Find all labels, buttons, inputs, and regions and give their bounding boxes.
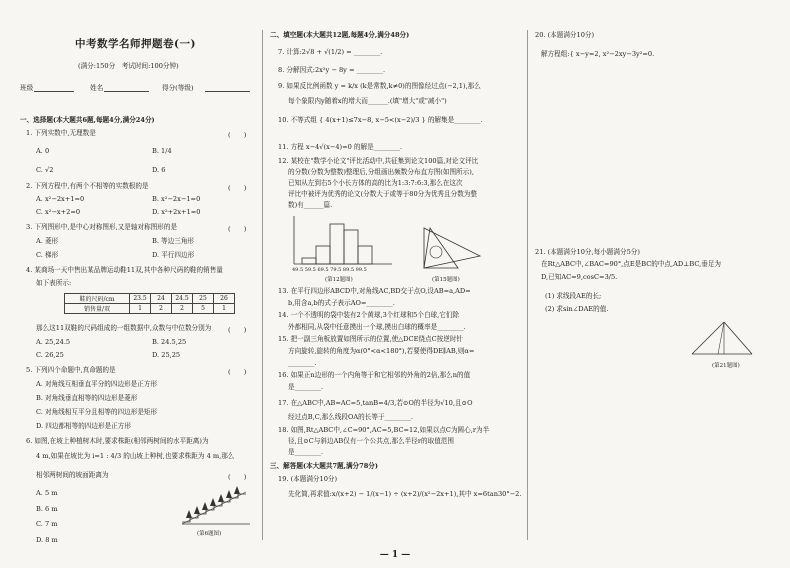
q19-header: 19. (本题满分10分)	[278, 475, 338, 483]
table-cell: 鞋的尺码/cm	[65, 294, 130, 304]
q21-figure-caption: (第21题图)	[712, 363, 740, 369]
q6-stem-2: 4 m,如果在坡比为 i=1 : 4/3 的山坡上种树,也要求株距为 4 m,那么	[36, 452, 235, 460]
q11-text: 11. 方程 x−4√(x−4)=0 的解是________.	[278, 143, 403, 151]
q14-text-1: 14. 一个不透明的袋中装有2个黄球,3个红球和5个白球,它们除	[278, 311, 460, 319]
q4-option-a[interactable]: A. 25,24.5	[36, 338, 71, 346]
q16-text-1: 16. 如果正n边形的一个内角等于和它相邻的外角的2倍,那么n的值	[278, 371, 471, 379]
q6-figure-caption: (第6题图)	[197, 531, 222, 537]
q13-text-1: 13. 在平行四边形ABCD中,对角线AC,BD交于点O,设AB=a,AD=	[278, 287, 471, 295]
q6-option-d[interactable]: D. 8 m	[36, 536, 58, 544]
triangle-set-square-figure	[420, 222, 490, 272]
q12-text-5: 数)有______篇.	[288, 201, 333, 209]
q6-stem-3: 相邻两树间的坡面距离为	[36, 471, 109, 479]
class-field-label: 班级	[20, 84, 34, 92]
q21-part-1: (1) 求线段AE的长;	[545, 292, 602, 300]
q5-option-d[interactable]: D. 四边都相等的四边形是正方形	[36, 422, 131, 430]
exam-title: 中考数学名师押题卷(一)	[75, 38, 196, 50]
q1-option-d[interactable]: D. 6	[152, 166, 166, 174]
q3-stem: 3. 下列图形中,是中心对称图形,又是轴对称图形的是	[26, 223, 178, 231]
table-cell: 26	[214, 294, 235, 304]
q1-option-a[interactable]: A. 0	[36, 147, 50, 155]
q5-option-b[interactable]: B. 对角线垂直相等的四边形是菱形	[36, 394, 138, 402]
q4-stem-3: 那么这11双鞋的尺码组成的一组数据中,众数与中位数分别为	[36, 324, 212, 332]
q9-text-1: 9. 如果反比例函数 y = k/x (k是常数,k≠0)的图像经过点(−2,1),那么	[278, 82, 481, 90]
q12-text-1: 12. 某校在"数学小论文"评比活动中,共征集到论文100篇,对论文评比	[278, 157, 479, 165]
section1-header: 一、选择题(本大题共6题,每题4分,满分24分)	[20, 116, 155, 124]
q4-option-c[interactable]: C. 26,25	[36, 351, 64, 359]
q15-text-3: ________.	[288, 359, 317, 367]
q3-option-c[interactable]: C. 梯形	[36, 251, 59, 259]
q1-answer-paren[interactable]: ( )	[228, 131, 247, 139]
q1-stem: 1. 下列实数中,无理数是	[26, 129, 96, 137]
score-field-label: 得分(等级)	[162, 84, 194, 92]
table-cell: 2	[151, 304, 172, 314]
q4-stem-1: 4. 某商场一天中售出某品牌运动鞋11双,其中各种尺码的鞋的销售量	[26, 266, 223, 274]
q3-option-b[interactable]: B. 等边三角形	[152, 237, 195, 245]
q6-option-b[interactable]: B. 6 m	[36, 505, 58, 513]
q21-part-2: (2) 求sin∠DAE的值.	[545, 305, 609, 313]
q4-stem-2: 如下表所示:	[36, 279, 72, 287]
q15-text-1: 15. 把一副三角板放置如图所示的位置,使△DCE绕点C按逆时针	[278, 335, 464, 343]
q2-stem: 2. 下列方程中,有两个不相等的实数根的是	[26, 182, 149, 190]
q3-option-a[interactable]: A. 菱形	[36, 237, 59, 245]
column-divider-left	[262, 30, 263, 540]
shoe-size-table	[64, 293, 235, 314]
q6-option-a[interactable]: A. 5 m	[36, 489, 58, 497]
q6-answer-paren[interactable]: ( )	[228, 473, 247, 481]
q16-text-2: 是________.	[288, 383, 324, 391]
exam-info: (满分:150分 考试时间:100分钟)	[78, 62, 179, 70]
table-cell: 24.5	[172, 294, 193, 304]
q7-text: 7. 计算:2√8 + √(1/2) = ________.	[278, 48, 383, 56]
q4-answer-paren[interactable]: ( )	[228, 326, 247, 334]
q6-stem-1: 6. 如图,在坡上种植树木时,要求株距(相邻两树间的水平距离)为	[26, 437, 209, 445]
q3-answer-paren[interactable]: ( )	[228, 225, 247, 233]
section3-header: 三、解答题(本大题共7题,满分78分)	[270, 462, 379, 470]
q17-text-2: 经过点B,C,那么线段OA的长等于________.	[288, 413, 414, 421]
q14-text-2: 外都相同,从袋中任意摸出一个球,摸出白球的概率是________.	[288, 323, 466, 331]
table-cell: 1	[130, 304, 151, 314]
slope-trees-figure	[180, 488, 255, 528]
q21-text-2: D,已知AC=9,cosC=3/5.	[541, 273, 618, 281]
table-cell: 25	[193, 294, 214, 304]
table-cell: 5	[193, 304, 214, 314]
q19-text: 先化简,再求值:x/(x+2) − 1/(x−1) ÷ (x+2)/(x²−2x+1),其中 x=6tan30°−2.	[288, 490, 522, 498]
q3-option-d[interactable]: D. 平行四边形	[152, 251, 195, 259]
name-field-label: 姓名	[90, 84, 104, 92]
section2-header: 二、填空题(本大题共12题,每题4分,满分48分)	[270, 31, 410, 39]
q12-text-4: 评比中被评为优秀的论文(分数大于或等于80分为优秀且分数为整	[288, 190, 477, 198]
q4-option-d[interactable]: D. 25,25	[152, 351, 181, 359]
q5-stem: 5. 下列四个命题中,真命题的是	[26, 366, 116, 374]
q2-option-a[interactable]: A. x²−2x+1=0	[36, 195, 85, 203]
table-cell: 1	[214, 304, 235, 314]
q1-option-b[interactable]: B. 1/4	[152, 147, 172, 155]
q21-header: 21. (本题满分10分,每小题满分5分)	[535, 248, 640, 256]
q13-text-2: b,用含a,b的式子表示AO=________.	[288, 299, 395, 307]
q12-text-3: 已知从左到右5个小长方体的高的比为1:3:7:6:3,那么在这次	[288, 179, 463, 187]
q18-text-2: 径,且⊙C与斜边AB仅有一个公共点,那么半径r的取值范围	[288, 437, 454, 445]
q2-option-c[interactable]: C. x²−x+2=0	[36, 208, 81, 216]
table-cell: 24	[151, 294, 172, 304]
q5-answer-paren[interactable]: ( )	[228, 368, 247, 376]
column-divider-right	[527, 30, 528, 540]
q15-text-2: 方向旋转,旋转的角度为α(0°<α<180°),若要使得DE∥AB,则α=	[288, 347, 475, 355]
page-number: — 1 —	[379, 550, 411, 560]
q2-answer-paren[interactable]: ( )	[228, 184, 247, 192]
right-triangle-figure	[688, 318, 758, 360]
q18-text-1: 18. 如图,Rt△ABC中,∠C=90°,AC=5,BC=12,如果以点C为圆心,r为半	[278, 426, 490, 434]
q10-text: 10. 不等式组 { 4(x+1)≤7x−8, x−5<(x−2)/3 } 的解集是________.	[278, 116, 483, 124]
name-field-line[interactable]	[104, 91, 149, 92]
q1-option-c[interactable]: C. √2	[36, 166, 54, 174]
table-row	[65, 304, 235, 314]
q6-option-c[interactable]: C. 7 m	[36, 520, 58, 528]
table-cell: 2	[172, 304, 193, 314]
q9-text-2: 每个象限内y随着x的增大而______.(填"增大"或"减小")	[288, 97, 447, 105]
q2-option-b[interactable]: B. x²−2x−1=0	[152, 195, 201, 203]
q5-option-a[interactable]: A. 对角线互相垂直平分的四边形是正方形	[36, 380, 158, 388]
histogram-figure	[288, 214, 398, 270]
score-field-line[interactable]	[205, 91, 250, 92]
table-cell: 销售量/双	[65, 304, 130, 314]
q4-option-b[interactable]: B. 24.5,25	[152, 338, 187, 346]
q21-text-1: 在Rt△ABC中,∠BAC=90°,点E是BC的中点,AD⊥BC,垂足为	[541, 260, 722, 268]
q20-text: 解方程组:{ x−y=2, x²−2xy−3y²=0.	[541, 50, 655, 58]
q2-option-d[interactable]: D. x²+2x+1=0	[152, 208, 201, 216]
histogram-x-ticks: 49.5 59.5 69.5 79.5 89.5 99.5	[292, 267, 367, 273]
q5-option-c[interactable]: C. 对角线相互平分且相等的四边形是矩形	[36, 408, 158, 416]
q17-text-1: 17. 在△ABC中,AB=AC=5,tanB=4/3,若⊙O的半径为√10,且⊙O	[278, 399, 473, 407]
q18-text-3: 是________.	[288, 448, 324, 456]
histogram-caption: (第12题图)	[325, 277, 353, 283]
q15-figure-caption: (第15题图)	[432, 277, 460, 283]
table-row	[65, 294, 235, 304]
q20-header: 20. (本题满分10分)	[535, 31, 595, 39]
q8-text: 8. 分解因式:2x²y − 8y = ________.	[278, 66, 386, 74]
class-field-line[interactable]	[34, 91, 74, 92]
q12-text-2: 的分数(分数为整数)整理后,分组画出频数分布直方图(如图所示),	[288, 168, 474, 176]
table-cell: 23.5	[130, 294, 151, 304]
